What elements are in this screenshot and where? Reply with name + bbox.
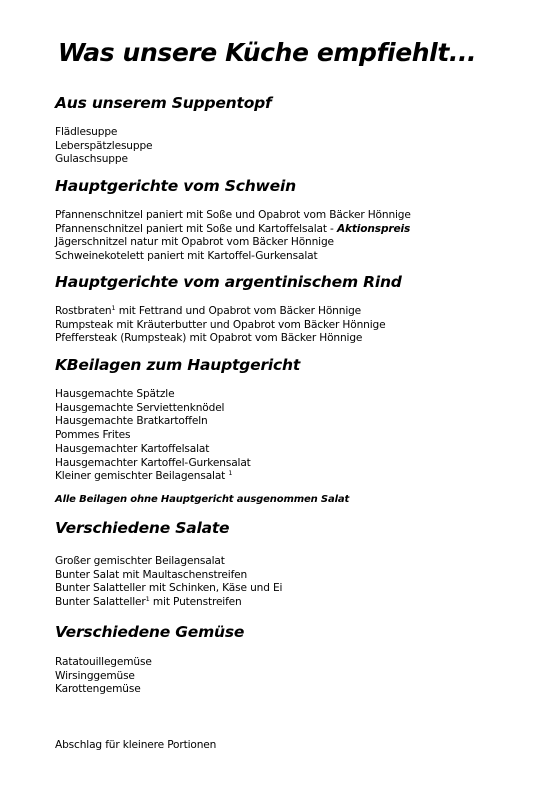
section-pork [55,176,411,264]
menu-item: Bunter Salat mit Maultaschenstreifen [55,568,248,581]
menu-item-text: mit Putenstreifen [149,596,242,609]
menu-item-text: mit Fettrand und Opabrot vom Bäcker Hönnige [115,305,362,317]
menu-item: Großer gemischter Beilagensalat [55,555,225,567]
menu-item [55,223,411,237]
section-sides [55,355,300,484]
menu-item: Pfannenschnitzel paniert mit Soße und Opabrot vom Bäcker Hönnige [55,209,411,221]
menu-list [55,388,300,484]
menu-item: Flädlesuppe [55,126,118,138]
menu-list [55,555,282,610]
menu-item-text: Rostbraten [55,305,112,317]
menu-item: Bunter Salatteller mit Schinken, Käse und Ei [55,582,283,595]
menu-item: Karottengemüse [55,683,141,696]
menu-item: Hausgemachte Bratkartoffeln [55,415,208,428]
page-title: Was unsere Küche empfiehlt... [57,38,477,67]
menu-item: Gulaschsuppe [55,153,128,166]
section-vegetables [55,622,244,697]
menu-item-text: Pfannenschnitzel paniert mit Soße und Kartoffelsalat - [55,222,337,235]
menu-list [55,656,244,697]
menu-item: Leberspätzlesuppe [55,139,153,152]
footnote-marker: 1 [228,469,233,478]
section-soups [55,93,272,167]
menu-item: Rumpsteak mit Kräuterbutter und Opabrot vom Bäcker Hönnige [55,318,386,331]
promo-label: Aktionspreis [336,222,411,235]
section-heading: Hauptgerichte vom Schwein [55,177,296,195]
footnote-marker: 1 [111,304,116,312]
section-heading: KBeilagen zum Hauptgericht [55,356,301,374]
section-heading: Verschiedene Gemüse [55,623,245,641]
menu-item-text: Bunter Salatteller [55,596,146,609]
menu-item [55,470,300,484]
menu-item-text: Kleiner gemischter Beilagensalat [55,470,229,483]
menu-item: Wirsinggemüse [55,669,135,682]
menu-item: Pfeffersteak (Rumpsteak) mit Opabrot vom Bäcker Hönnige [55,332,363,345]
sides-note: Alle Beilagen ohne Hauptgericht ausgenommen Salat [55,494,350,505]
menu-item: Jägerschnitzel natur mit Opabrot vom Bäcker Hönnige [55,236,334,249]
menu-item: Hausgemachter Kartoffelsalat [55,442,210,455]
menu-item: Hausgemachte Spätzle [55,388,175,400]
menu-list [55,305,402,346]
footnote-marker: 1 [145,595,150,604]
menu-item: Schweinekotelett paniert mit Kartoffel-Gurkensalat [55,250,318,263]
menu-item: Hausgemachte Serviettenknödel [55,401,225,414]
menu-item [55,596,282,610]
section-salads [55,518,282,610]
menu-list [55,209,411,264]
section-heading: Aus unserem Suppentopf [55,94,272,112]
menu-list [55,126,272,167]
footer-note: Abschlag für kleinere Portionen [55,739,217,751]
menu-item: Ratatouillegemüse [55,656,152,668]
menu-item: Hausgemachter Kartoffel-Gurkensalat [55,456,251,469]
section-beef [55,272,402,346]
menu-item: Pommes Frites [55,429,131,442]
menu-item [55,305,402,319]
section-heading: Verschiedene Salate [55,519,230,537]
section-heading: Hauptgerichte vom argentinischem Rind [55,273,402,291]
